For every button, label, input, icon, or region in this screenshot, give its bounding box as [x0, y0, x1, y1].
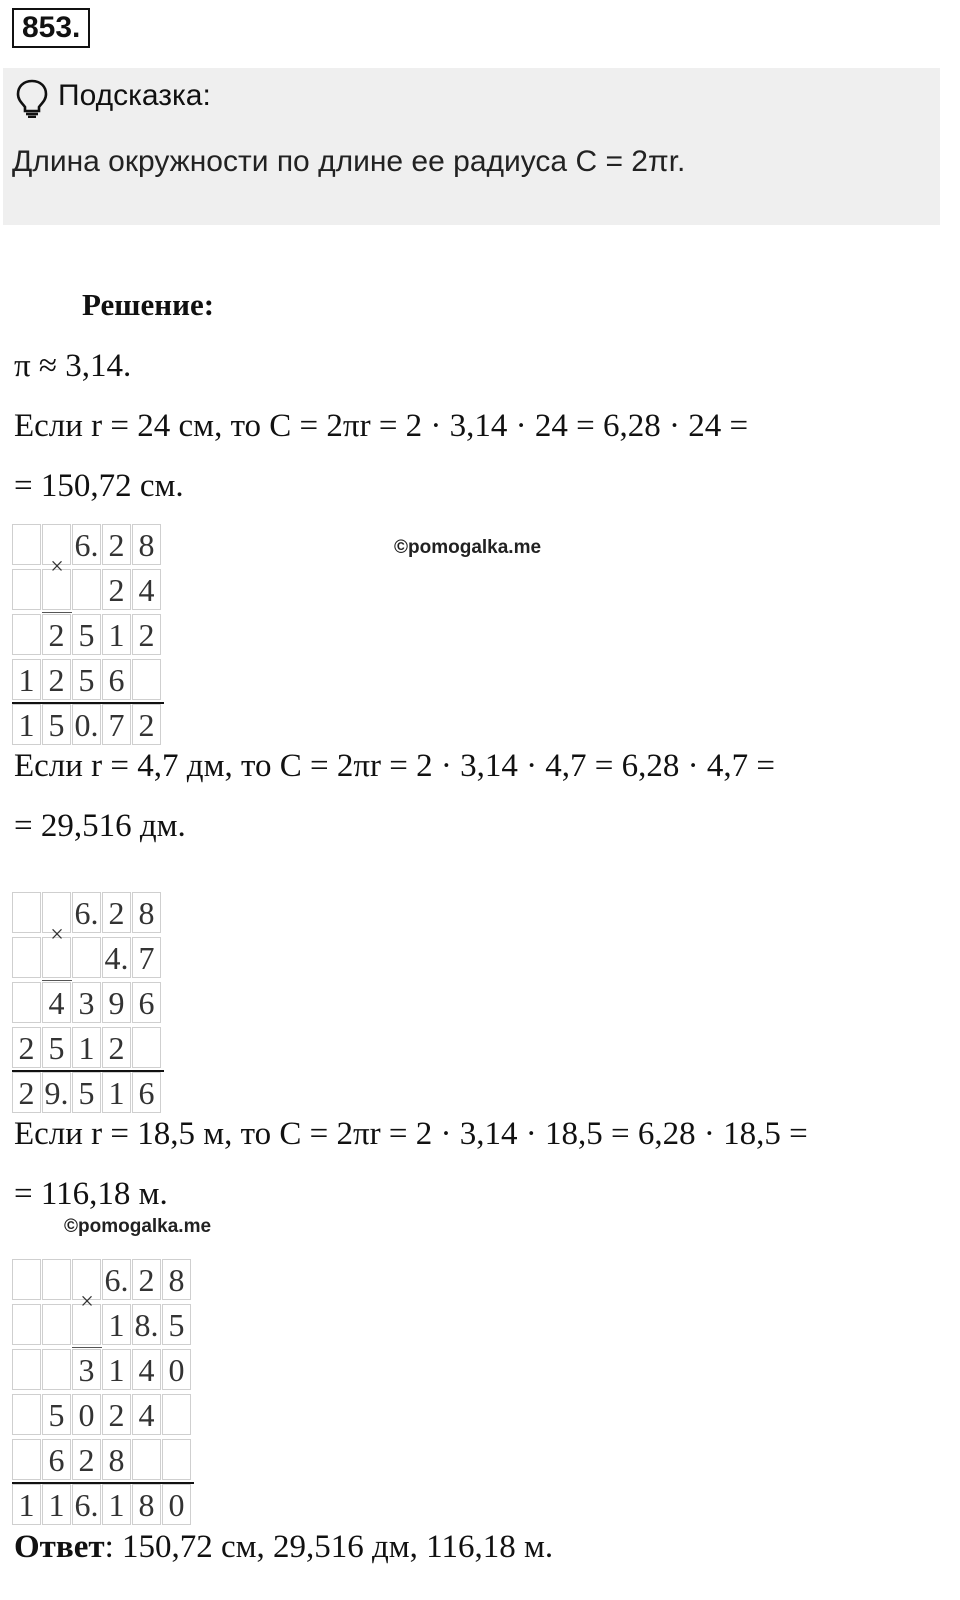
grid-cell [72, 569, 101, 610]
grid-cell: 5 [72, 1072, 101, 1113]
answer-label: Ответ [14, 1529, 105, 1565]
grid-cell: 1 [102, 1304, 131, 1345]
grid-cell [132, 1439, 161, 1480]
grid-cell [12, 937, 41, 978]
result-line [12, 1070, 164, 1072]
grid-cell: 4. [102, 937, 131, 978]
multiply-sign: × [80, 1289, 94, 1315]
grid-cell [42, 1349, 71, 1390]
grid-cell: 6 [42, 1439, 71, 1480]
grid-cell: 1 [102, 614, 131, 655]
case1-line2: = 150,72 см. [14, 468, 184, 504]
grid-cell: 2 [12, 1072, 41, 1113]
result-line [12, 1482, 194, 1484]
grid-cell: 5 [72, 659, 101, 700]
grid-cell: 8 [162, 1259, 191, 1300]
grid-cell: 2 [102, 892, 131, 933]
watermark: ©pomogalka.me [394, 537, 542, 558]
grid-cell: 2 [132, 704, 161, 745]
grid-cell: 5 [42, 1027, 71, 1068]
grid-cell: 2 [12, 1027, 41, 1068]
grid-cell [12, 614, 41, 655]
grid-cell: 2 [72, 1439, 101, 1480]
grid-cell: 6 [132, 1072, 161, 1113]
grid-cell: 0. [72, 704, 101, 745]
grid-cell [12, 1259, 41, 1300]
grid-cell: 0 [72, 1394, 101, 1435]
grid-cell: 0 [162, 1349, 191, 1390]
grid-cell: 1 [12, 1484, 41, 1525]
grid-cell [12, 982, 41, 1023]
grid-cell: 6. [72, 892, 101, 933]
grid-cell [162, 1394, 191, 1435]
grid-cell: 5 [72, 614, 101, 655]
grid-cell: 9 [102, 982, 131, 1023]
grid-cell: 3 [72, 1349, 101, 1390]
grid-cell: 2 [132, 1259, 161, 1300]
grid-cell [12, 892, 41, 933]
grid-cell: 7 [102, 704, 131, 745]
grid-cell: 8 [132, 892, 161, 933]
grid-cell: 2 [102, 569, 131, 610]
grid-cell: 1 [12, 659, 41, 700]
grid-cell [12, 1304, 41, 1345]
grid-cell [162, 1439, 191, 1480]
sign-underline [42, 612, 72, 613]
grid-cell [132, 1027, 161, 1068]
grid-cell: 1 [42, 1484, 71, 1525]
grid-cell [72, 937, 101, 978]
grid-cell: 4 [132, 569, 161, 610]
grid-cell [12, 1394, 41, 1435]
grid-cell: 7 [132, 937, 161, 978]
grid-cell: 6. [72, 1484, 101, 1525]
grid-cell: 5 [42, 704, 71, 745]
answer [14, 1525, 553, 1569]
grid-cell: 5 [42, 1394, 71, 1435]
problem-number: 853. [12, 8, 90, 48]
grid-cell: 2 [102, 524, 131, 565]
hint-title: Подсказка: [58, 79, 211, 112]
grid-cell: 8 [132, 1484, 161, 1525]
case3-line2: = 116,18 м. [14, 1176, 168, 1212]
case3-line1: Если r = 18,5 м, то C = 2πr = 2 · 3,14 · 18,5 = 6,28 · 18,5 = [14, 1116, 808, 1152]
grid-cell: 4 [132, 1394, 161, 1435]
result-line [12, 702, 164, 704]
grid-cell [12, 569, 41, 610]
grid-cell: 2 [42, 614, 71, 655]
grid-cell [42, 1304, 71, 1345]
sign-underline [42, 980, 72, 981]
grid-cell: 6 [132, 982, 161, 1023]
grid-cell [132, 659, 161, 700]
grid-cell: 4 [132, 1349, 161, 1390]
grid-cell: 2 [102, 1027, 131, 1068]
watermark-2: ©pomogalka.me [64, 1216, 212, 1237]
hint-text: Длина окружности по длине ее радиуса C = 2πr. [12, 145, 686, 178]
pi-approximation: π ≈ 3,14. [14, 348, 132, 384]
grid-cell: 2 [42, 659, 71, 700]
grid-cell: 5 [162, 1304, 191, 1345]
grid-cell [12, 524, 41, 565]
grid-cell: 6. [72, 524, 101, 565]
case2-line2: = 29,516 дм. [14, 808, 186, 844]
solution-title: Решение: [82, 287, 215, 322]
grid-cell [42, 1259, 71, 1300]
grid-cell: 8 [102, 1439, 131, 1480]
grid-cell: 6 [102, 659, 131, 700]
answer-text: : 150,72 см, 29,516 дм, 116,18 м. [104, 1529, 554, 1565]
grid-cell: 8. [132, 1304, 161, 1345]
case2-line1: Если r = 4,7 дм, то C = 2πr = 2 · 3,14 · 4,7 = 6,28 · 4,7 = [14, 748, 776, 784]
grid-cell: 0 [162, 1484, 191, 1525]
grid-cell: 1 [72, 1027, 101, 1068]
grid-cell: 1 [102, 1484, 131, 1525]
grid-cell: 3 [72, 982, 101, 1023]
case1-line1: Если r = 24 см, то C = 2πr = 2 · 3,14 · 24 = 6,28 · 24 = [14, 408, 749, 444]
grid-cell: 2 [102, 1394, 131, 1435]
grid-cell: 1 [12, 704, 41, 745]
lightbulb-icon [14, 78, 50, 118]
multiply-sign: × [50, 922, 64, 948]
grid-cell [12, 1439, 41, 1480]
grid-cell: 6. [102, 1259, 131, 1300]
grid-cell: 1 [102, 1072, 131, 1113]
grid-cell: 8 [132, 524, 161, 565]
multiply-sign: × [50, 554, 64, 580]
grid-cell: 1 [102, 1349, 131, 1390]
grid-cell [12, 1349, 41, 1390]
grid-cell: 9. [42, 1072, 71, 1113]
sign-underline [72, 1347, 102, 1348]
grid-cell: 2 [132, 614, 161, 655]
grid-cell: 4 [42, 982, 71, 1023]
